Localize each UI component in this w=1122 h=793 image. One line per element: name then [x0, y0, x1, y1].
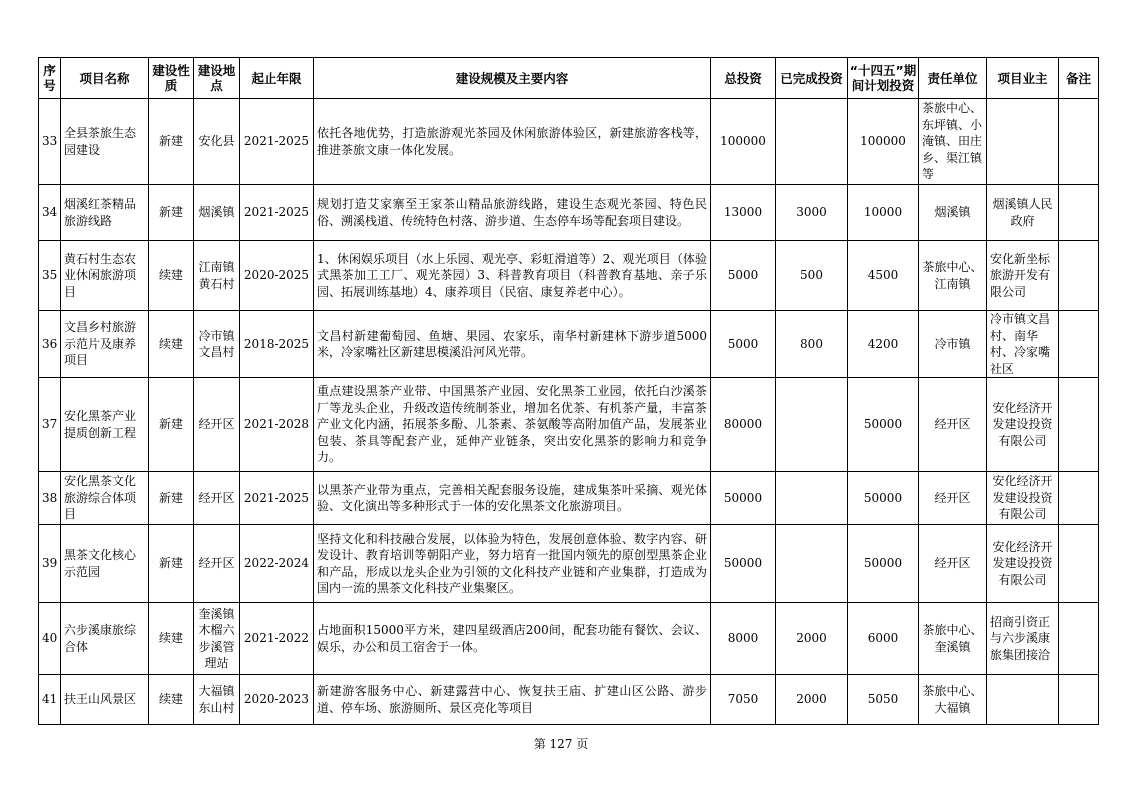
cell-plan: 100000 [848, 99, 919, 185]
cell-nature: 续建 [149, 675, 194, 725]
cell-owner: 安化经济开发建设投资有限公司 [987, 378, 1059, 472]
header-plan: “十四五”期间计划投资 [848, 58, 919, 99]
cell-location: 经开区 [194, 472, 240, 525]
cell-period: 2018-2025 [240, 311, 314, 378]
cell-plan: 4200 [848, 311, 919, 378]
cell-unit: 茶旅中心、江南镇 [919, 241, 987, 311]
cell-unit: 经开区 [919, 472, 987, 525]
cell-nature: 续建 [149, 603, 194, 675]
cell-no: 33 [39, 99, 61, 185]
cell-period: 2021-2022 [240, 603, 314, 675]
cell-unit: 烟溪镇 [919, 185, 987, 241]
cell-plan: 50000 [848, 472, 919, 525]
cell-unit: 经开区 [919, 525, 987, 603]
cell-remark [1059, 99, 1099, 185]
cell-period: 2020-2025 [240, 241, 314, 311]
cell-plan: 6000 [848, 603, 919, 675]
cell-nature: 续建 [149, 311, 194, 378]
cell-location: 奎溪镇木榴六步溪管理站 [194, 603, 240, 675]
cell-total: 7050 [711, 675, 776, 725]
cell-unit: 冷市镇 [919, 311, 987, 378]
header-remark: 备注 [1059, 58, 1099, 99]
cell-name: 文昌乡村旅游示范片及康养项目 [61, 311, 149, 378]
cell-total: 100000 [711, 99, 776, 185]
cell-owner [987, 99, 1059, 185]
cell-no: 36 [39, 311, 61, 378]
cell-remark [1059, 472, 1099, 525]
header-owner: 项目业主 [987, 58, 1059, 99]
table-row [39, 675, 1099, 725]
cell-period: 2020-2023 [240, 675, 314, 725]
cell-content: 规划打造艾家寨至王家茶山精品旅游线路，建设生态观光茶园、特色民俗、溯溪栈道、传统特色村落、游步道、生态停车场等配套项目建设。 [314, 185, 711, 241]
cell-period: 2021-2025 [240, 472, 314, 525]
cell-owner: 安化经济开发建设投资有限公司 [987, 472, 1059, 525]
cell-total: 50000 [711, 472, 776, 525]
cell-name: 全县茶旅生态园建设 [61, 99, 149, 185]
table-row [39, 603, 1099, 675]
cell-content: 1、休闲娱乐项目（水上乐园、观光亭、彩虹滑道等）2、观光项目（体验式黑茶加工工厂、观光茶园）3、科普教育项目（科普教育基地、亲子乐园、拓展训练基地）4、康养项目（民宿、康复养老中心）。 [314, 241, 711, 311]
cell-completed: 500 [776, 241, 848, 311]
cell-name: 黑茶文化核心示范园 [61, 525, 149, 603]
cell-completed [776, 525, 848, 603]
table-row [39, 99, 1099, 185]
cell-location: 经开区 [194, 525, 240, 603]
cell-completed: 2000 [776, 675, 848, 725]
cell-no: 38 [39, 472, 61, 525]
header-total: 总投资 [711, 58, 776, 99]
header-location: 建设地点 [194, 58, 240, 99]
cell-name: 扶王山风景区 [61, 675, 149, 725]
cell-location: 经开区 [194, 378, 240, 472]
cell-plan: 4500 [848, 241, 919, 311]
cell-total: 8000 [711, 603, 776, 675]
table-row [39, 185, 1099, 241]
cell-no: 35 [39, 241, 61, 311]
cell-no: 41 [39, 675, 61, 725]
cell-period: 2021-2028 [240, 378, 314, 472]
cell-unit: 茶旅中心、奎溪镇 [919, 603, 987, 675]
cell-location: 江南镇黄石村 [194, 241, 240, 311]
cell-nature: 新建 [149, 525, 194, 603]
header-nature: 建设性质 [149, 58, 194, 99]
cell-plan: 50000 [848, 378, 919, 472]
cell-owner: 冷市镇文昌村、南华村、冷家嘴社区 [987, 311, 1059, 378]
cell-remark [1059, 378, 1099, 472]
cell-remark [1059, 311, 1099, 378]
cell-total: 13000 [711, 185, 776, 241]
cell-content: 重点建设黑茶产业带、中国黑茶产业园、安化黑茶工业园，依托白沙溪茶厂等龙头企业，升级改造传统制茶业，增加名优茶、有机茶产量，丰富茶产业文化内涵，拓展茶多酚、儿茶素、茶氨酸等高附加值产品，发展茶业包装、茶具等配套产业，延伸产业链条，突出安化黑茶的影响力和竞争力。 [314, 378, 711, 472]
header-content: 建设规模及主要内容 [314, 58, 711, 99]
cell-remark [1059, 675, 1099, 725]
project-table [38, 57, 1099, 725]
cell-content: 坚持文化和科技融合发展，以体验为特色，发展创意体验、数字内容、研发设计、教育培训等朝阳产业，努力培育一批国内领先的原创型黑茶企业和产品，形成以龙头企业为引领的文化科技产业链和产业集群，打造成为国内一流的黑茶文化科技产业集聚区。 [314, 525, 711, 603]
cell-no: 37 [39, 378, 61, 472]
cell-period: 2022-2024 [240, 525, 314, 603]
cell-completed [776, 472, 848, 525]
cell-completed [776, 99, 848, 185]
cell-owner [987, 675, 1059, 725]
cell-remark [1059, 241, 1099, 311]
cell-unit: 茶旅中心、东坪镇、小淹镇、田庄乡、渠江镇等 [919, 99, 987, 185]
cell-total: 50000 [711, 525, 776, 603]
header-period: 起止年限 [240, 58, 314, 99]
table-row [39, 241, 1099, 311]
cell-remark [1059, 525, 1099, 603]
cell-nature: 新建 [149, 99, 194, 185]
cell-no: 40 [39, 603, 61, 675]
cell-nature: 续建 [149, 241, 194, 311]
cell-period: 2021-2025 [240, 99, 314, 185]
cell-unit: 茶旅中心、大福镇 [919, 675, 987, 725]
cell-total: 5000 [711, 311, 776, 378]
cell-plan: 5050 [848, 675, 919, 725]
cell-no: 34 [39, 185, 61, 241]
cell-total: 5000 [711, 241, 776, 311]
cell-owner: 安化新坐标旅游开发有限公司 [987, 241, 1059, 311]
header-unit: 责任单位 [919, 58, 987, 99]
cell-nature: 新建 [149, 378, 194, 472]
cell-completed: 3000 [776, 185, 848, 241]
cell-content: 以黑茶产业带为重点，完善相关配套服务设施，建成集茶叶采摘、观光体验、文化演出等多种形式于一体的安化黑茶文化旅游项目。 [314, 472, 711, 525]
cell-name: 烟溪红茶精品旅游线路 [61, 185, 149, 241]
header-completed: 已完成投资 [776, 58, 848, 99]
cell-total: 80000 [711, 378, 776, 472]
cell-owner: 招商引资正与六步溪康旅集团接洽 [987, 603, 1059, 675]
cell-content: 文昌村新建葡萄园、鱼塘、果园、农家乐，南华村新建林下游步道5000米，冷家嘴社区新建思模溪沿河风光带。 [314, 311, 711, 378]
table-row [39, 525, 1099, 603]
cell-nature: 新建 [149, 185, 194, 241]
table-header-row [39, 58, 1099, 99]
cell-location: 烟溪镇 [194, 185, 240, 241]
cell-nature: 新建 [149, 472, 194, 525]
table-row [39, 311, 1099, 378]
page-number: 第 127 页 [533, 737, 589, 751]
cell-owner: 安化经济开发建设投资有限公司 [987, 525, 1059, 603]
cell-name: 黄石村生态农业休闲旅游项目 [61, 241, 149, 311]
cell-plan: 50000 [848, 525, 919, 603]
cell-name: 安化黑茶产业提质创新工程 [61, 378, 149, 472]
cell-location: 安化县 [194, 99, 240, 185]
cell-content: 依托各地优势，打造旅游观光茶园及休闲旅游体验区，新建旅游客栈等，推进茶旅文康一体化发展。 [314, 99, 711, 185]
cell-location: 冷市镇文昌村 [194, 311, 240, 378]
cell-location: 大福镇东山村 [194, 675, 240, 725]
cell-content: 占地面积15000平方米，建四星级酒店200间，配套功能有餐饮、会议、娱乐，办公和员工宿舍于一体。 [314, 603, 711, 675]
table-row [39, 472, 1099, 525]
cell-no: 39 [39, 525, 61, 603]
cell-unit: 经开区 [919, 378, 987, 472]
cell-name: 六步溪康旅综合体 [61, 603, 149, 675]
table-row [39, 378, 1099, 472]
cell-completed [776, 378, 848, 472]
cell-owner: 烟溪镇人民政府 [987, 185, 1059, 241]
cell-plan: 10000 [848, 185, 919, 241]
header-name: 项目名称 [61, 58, 149, 99]
cell-completed: 2000 [776, 603, 848, 675]
cell-name: 安化黑茶文化旅游综合体项目 [61, 472, 149, 525]
header-no: 序号 [39, 58, 61, 99]
cell-completed: 800 [776, 311, 848, 378]
cell-remark [1059, 185, 1099, 241]
cell-remark [1059, 603, 1099, 675]
cell-content: 新建游客服务中心、新建露营中心、恢复扶王庙、扩建山区公路、游步道、停车场、旅游厕所、景区亮化等项目 [314, 675, 711, 725]
cell-period: 2021-2025 [240, 185, 314, 241]
